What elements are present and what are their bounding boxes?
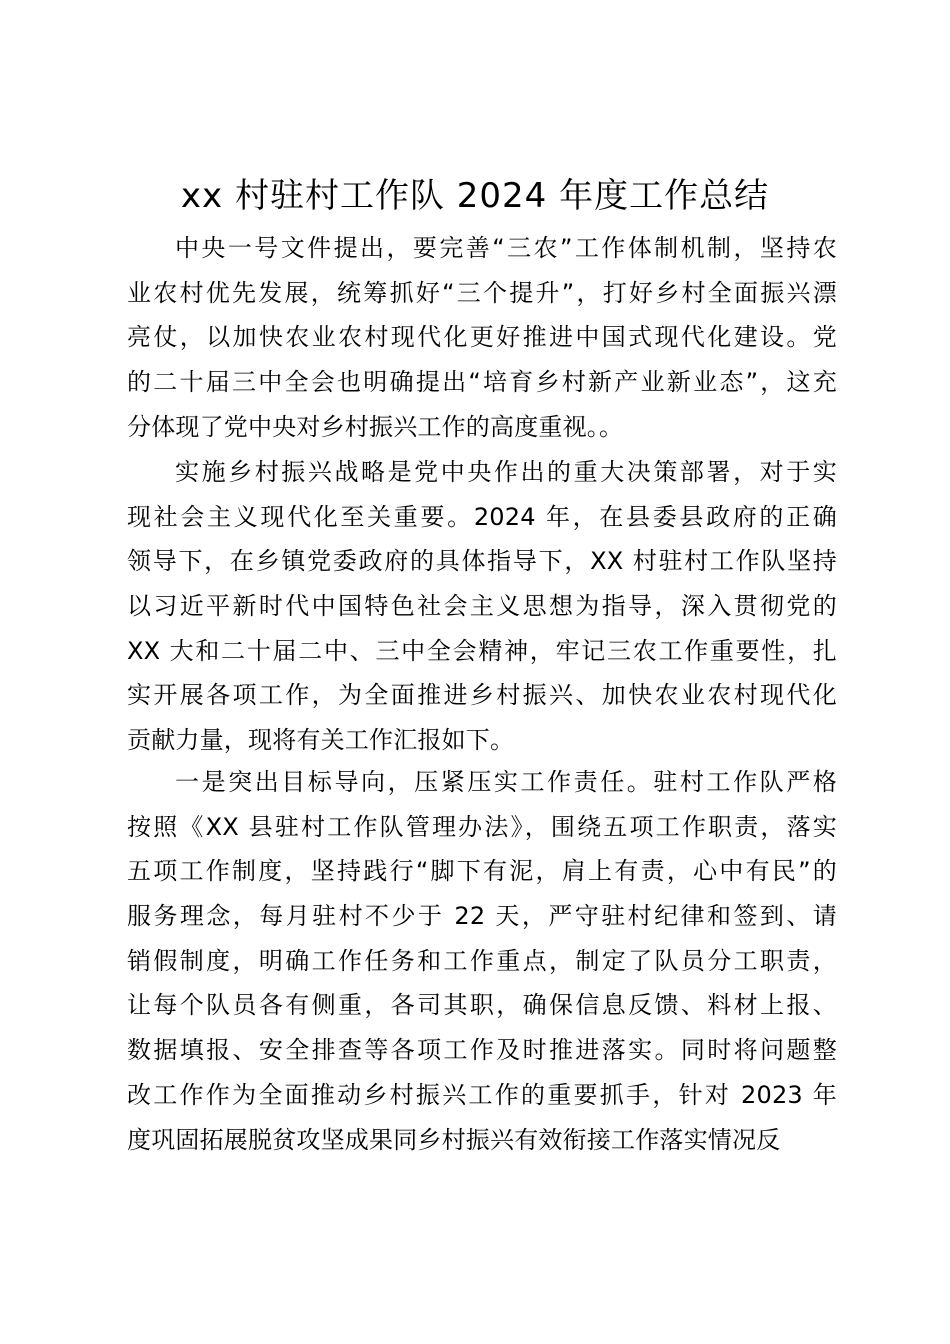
paragraph-line: 数据填报、安全排查等各项工作及时推进落实。同时将问题整 <box>127 1036 837 1065</box>
paragraph-line: 贡献力量，现将有关工作汇报如下。 <box>127 726 515 755</box>
paragraph-line: 服务理念，每月驻村不少于 22 天，严守驻村纪律和签到、请 <box>127 902 837 931</box>
paragraph-line: 领导下，在乡镇党委政府的具体指导下，XX 村驻村工作队坚持 <box>127 547 837 576</box>
paragraph-line: 分体现了党中央对乡村振兴工作的高度重视。。 <box>127 412 624 441</box>
paragraph-line: 按照《XX 县驻村工作队管理办法》，围绕五项工作职责，落实 <box>127 812 837 841</box>
paragraph-line: 业农村优先发展，统筹抓好“三个提升”，打好乡村全面振兴漂 <box>127 278 837 307</box>
paragraph-line: 现社会主义现代化至关重要。2024 年，在县委县政府的正确 <box>127 502 837 531</box>
paragraph-line: 一是突出目标导向，压紧压实工作责任。驻村工作队严格 <box>175 768 837 796</box>
paragraph-line: 五项工作制度，坚持践行“脚下有泥，肩上有责，心中有民”的 <box>127 857 837 886</box>
paragraph-line: 实开展各项工作，为全面推进乡村振兴、加快农业农村现代化 <box>127 681 837 710</box>
paragraph-line: 的二十届三中全会也明确提出“培育乡村新产业新业态”，这充 <box>127 368 837 397</box>
paragraph-line: 以习近平新时代中国特色社会主义思想为指导，深入贯彻党的 <box>127 592 837 621</box>
paragraph-line: 改工作作为全面推动乡村振兴工作的重要抓手，针对 2023 年 <box>127 1080 837 1109</box>
paragraph-line: XX 大和二十届二中、三中全会精神，牢记三农工作重要性，扎 <box>127 636 837 665</box>
paragraph-line: 让每个队员各有侧重，各司其职，确保信息反馈、料材上报、 <box>127 991 837 1020</box>
paragraph-3 <box>127 760 837 1162</box>
paragraph-line: 中央一号文件提出，要完善“三农”工作体制机制，坚持农 <box>175 234 837 262</box>
paragraph-1 <box>127 226 837 449</box>
paragraph-line: 实施乡村振兴战略是党中央作出的重大决策部署，对于实 <box>175 458 837 486</box>
paragraph-line: 销假制度，明确工作任务和工作重点，制定了队员分工职责， <box>127 946 837 975</box>
paragraph-line: 度巩固拓展脱贫攻坚成果同乡村振兴有效衔接工作落实情况反 <box>127 1125 781 1154</box>
paragraph-2 <box>127 450 837 763</box>
document-title: xx 村驻村工作队 2024 年度工作总结 <box>180 176 770 216</box>
paragraph-line: 亮仗，以加快农业农村现代化更好推进中国式现代化建设。党 <box>127 323 837 352</box>
